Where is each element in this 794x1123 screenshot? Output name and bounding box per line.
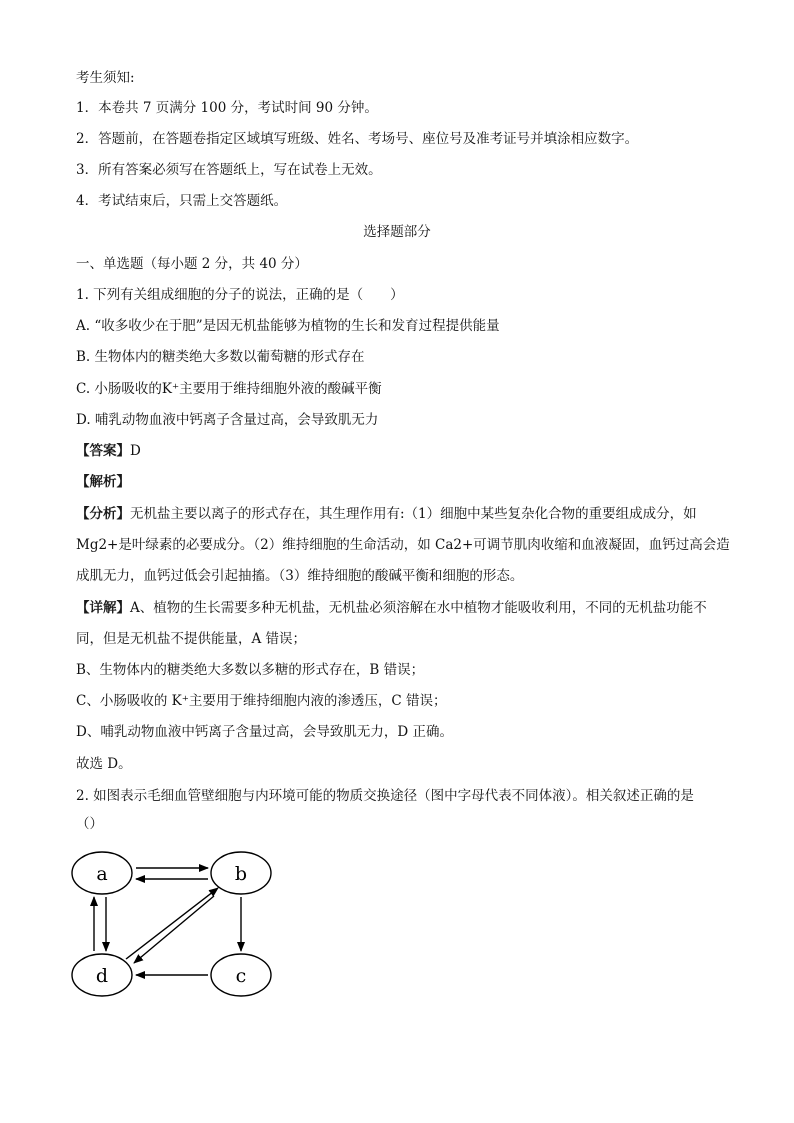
fluid-exchange-diagram bbox=[70, 842, 280, 1002]
section-heading: 一、单选题（每小题 2 分，共 40 分） bbox=[76, 256, 308, 272]
fenxi-line-3: 成肌无力，血钙过低会引起抽搐。（3）维持细胞的酸碱平衡和细胞的形态。 bbox=[76, 568, 524, 584]
q1-option-b: B. 生物体内的糖类绝大多数以葡萄糖的形式存在 bbox=[76, 349, 365, 365]
answer-value: D bbox=[130, 443, 141, 459]
q1-answer-row bbox=[76, 441, 141, 461]
q1-stem: 1. 下列有关组成细胞的分子的说法，正确的是（ ） bbox=[76, 287, 404, 303]
xiangjie-line-5: D、哺乳动物血液中钙离子含量过高，会导致肌无力，D 正确。 bbox=[76, 724, 453, 740]
notice-item-4: 4．考试结束后，只需上交答题纸。 bbox=[76, 193, 288, 209]
xiangjie-line-3: B、生物体内的糖类绝大多数以多糖的形式存在，B 错误； bbox=[76, 662, 425, 678]
node-b-label: b bbox=[234, 863, 248, 885]
analysis-tag-label: 【解析】 bbox=[76, 474, 130, 490]
node-c-label: c bbox=[235, 965, 247, 987]
q1-option-c: C. 小肠吸收的K⁺主要用于维持细胞外液的酸碱平衡 bbox=[76, 381, 382, 397]
notice-item-2: 2．答题前，在答题卷指定区域填写班级、姓名、考场号、座位号及准考证号并填涂相应数字。 bbox=[76, 131, 639, 147]
q2-stem-line-1: 2. 如图表示毛细血管壁细胞与内环境可能的物质交换途径（图中字母代表不同体液）。相关叙述正确的是 bbox=[76, 788, 694, 804]
edge-b-to-d bbox=[134, 896, 214, 963]
q1-option-a: A. “收多收少在于肥”是因无机盐能够为植物的生长和发育过程提供能量 bbox=[76, 318, 500, 334]
fenxi-text-1: 无机盐主要以离子的形式存在，其生理作用有:（1）细胞中某些复杂化合物的重要组成成分，如 bbox=[130, 506, 697, 522]
edge-d-to-b bbox=[126, 888, 218, 959]
xiangjie-line-2: 同，但是无机盐不提供能量，A 错误； bbox=[76, 631, 307, 647]
fenxi-line-1 bbox=[76, 504, 697, 524]
q1-option-d: D. 哺乳动物血液中钙离子含量过高，会导致肌无力 bbox=[76, 412, 379, 428]
fenxi-tag: 【分析】 bbox=[76, 506, 130, 522]
section-title: 选择题部分 bbox=[363, 224, 431, 240]
notice-item-1: 1．本卷共 7 页满分 100 分，考试时间 90 分钟。 bbox=[76, 100, 378, 116]
xiangjie-line-4: C、小肠吸收的 K⁺主要用于维持细胞内液的渗透压，C 错误； bbox=[76, 693, 447, 709]
analysis-tag bbox=[76, 472, 130, 492]
fenxi-line-2: Mg2+是叶绿素的必要成分。（2）维持细胞的生命活动，如 Ca2+可调节肌肉收缩和血液凝固，血钙过高会造 bbox=[76, 537, 730, 553]
q2-stem-line-2: （） bbox=[76, 816, 103, 832]
node-d-label: d bbox=[95, 965, 109, 987]
answer-tag: 【答案】 bbox=[76, 443, 130, 459]
xiangjie-line-1 bbox=[76, 598, 707, 618]
node-a-label: a bbox=[96, 863, 108, 885]
xiangjie-text-1: A、植物的生长需要多种无机盐，无机盐必须溶解在水中植物才能吸收利用，不同的无机盐功能不 bbox=[130, 600, 707, 616]
xiangjie-tag: 【详解】 bbox=[76, 600, 130, 616]
xiangjie-line-6: 故选 D。 bbox=[76, 756, 132, 772]
notice-item-3: 3．所有答案必须写在答题纸上，写在试卷上无效。 bbox=[76, 162, 382, 178]
notice-title: 考生须知: bbox=[76, 70, 135, 86]
